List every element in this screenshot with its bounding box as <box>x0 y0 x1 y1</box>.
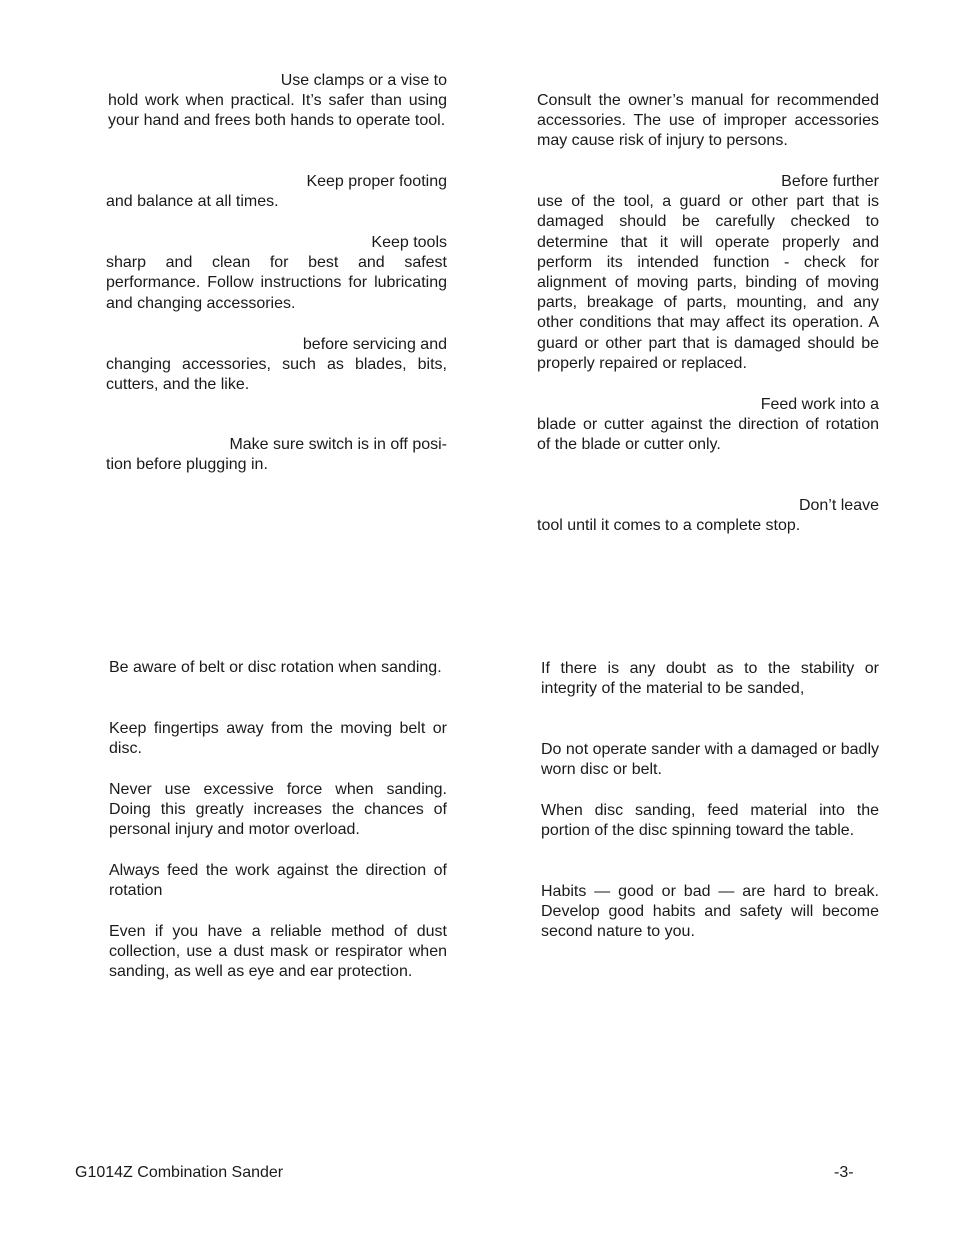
rule-dont-leave <box>537 496 879 536</box>
rule-feed-work-lead: Feed work into a <box>760 396 879 413</box>
rule-rotation-awareness: Be aware of belt or disc rotation when sanding. <box>109 659 442 676</box>
rule-clamps-body: hold work when practical. It’s safer than using your hand and frees both hands to operate tool. <box>108 92 447 130</box>
rule-damaged-parts-body: use of the tool, a guard or other part that is damaged should be carefully checked to determine that it will operate properly and perform its intended function - check for alignment of moving parts, binding of moving parts, breakage of parts, mounting, and any other conditions that may affect its operation. A guard or other part that is damaged should be properly repaired or replaced. <box>537 193 879 372</box>
rule-accessories <box>537 91 879 152</box>
rule-servicing-body: changing accessories, such as blades, bits, cutters, and the like. <box>106 356 447 394</box>
rule-damaged-disc: Do not operate sander with a damaged or badly worn disc or belt. <box>541 741 879 779</box>
rule-dust-mask: Even if you have a reliable method of dust collection, use a dust mask or respirator when sanding, as well as eye and ear protection. <box>109 923 447 981</box>
rule-dont-leave-body: tool until it comes to a complete stop. <box>537 517 801 535</box>
rule-feed-direction: Always feed the work against the direction of rotation <box>109 862 447 900</box>
rule-accessories-body: Consult the owner’s manual for recommended accessories. The use of improper accessories may cause risk of injury to persons. <box>537 92 879 150</box>
rule-material-stability: If there is any doubt as to the stability or integrity of the material to be sanded, <box>541 660 879 698</box>
rule-keep-tools <box>106 233 447 314</box>
rule-footing <box>106 172 447 212</box>
rule-switch-lead: Make sure switch is in off posi- <box>229 436 447 453</box>
rule-switch <box>106 435 447 475</box>
rule-switch-body: tion before plugging in. <box>106 456 268 474</box>
rule-excessive-force: Never use excessive force when sanding. Doing this greatly increases the chances of personal injury and motor overload. <box>109 781 447 839</box>
rule-servicing-lead: before servicing and <box>302 336 447 353</box>
rule-habits: Habits — good or bad — are hard to break. Develop good habits and safety will become second nature to you. <box>541 883 879 941</box>
rule-keep-tools-body: sharp and clean for best and safest performance. Follow instructions for lubricating and changing accessories. <box>106 254 447 312</box>
rule-footing-body: and balance at all times. <box>106 193 279 211</box>
rule-servicing <box>106 335 447 396</box>
rule-disc-sanding: When disc sanding, feed material into the portion of the disc spinning toward the table. <box>541 802 879 840</box>
rule-clamps-lead: Use clamps or a vise to <box>280 72 447 89</box>
rule-clamps <box>106 71 447 132</box>
rule-dont-leave-lead: Don’t leave <box>798 497 879 514</box>
rule-feed-work <box>537 395 879 456</box>
rule-feed-work-body: blade or cutter against the direction of rotation of the blade or cutter only. <box>537 416 879 454</box>
rule-footing-lead: Keep proper footing <box>306 173 447 190</box>
rule-damaged-parts-lead: Before further <box>781 173 879 190</box>
rule-fingertips: Keep fingertips away from the moving belt or disc. <box>109 720 447 758</box>
rule-damaged-parts <box>537 172 879 374</box>
rule-keep-tools-lead: Keep tools <box>371 234 447 251</box>
footer-title: G1014Z Combination Sander <box>75 1164 284 1181</box>
page-number: -3- <box>834 1164 854 1181</box>
